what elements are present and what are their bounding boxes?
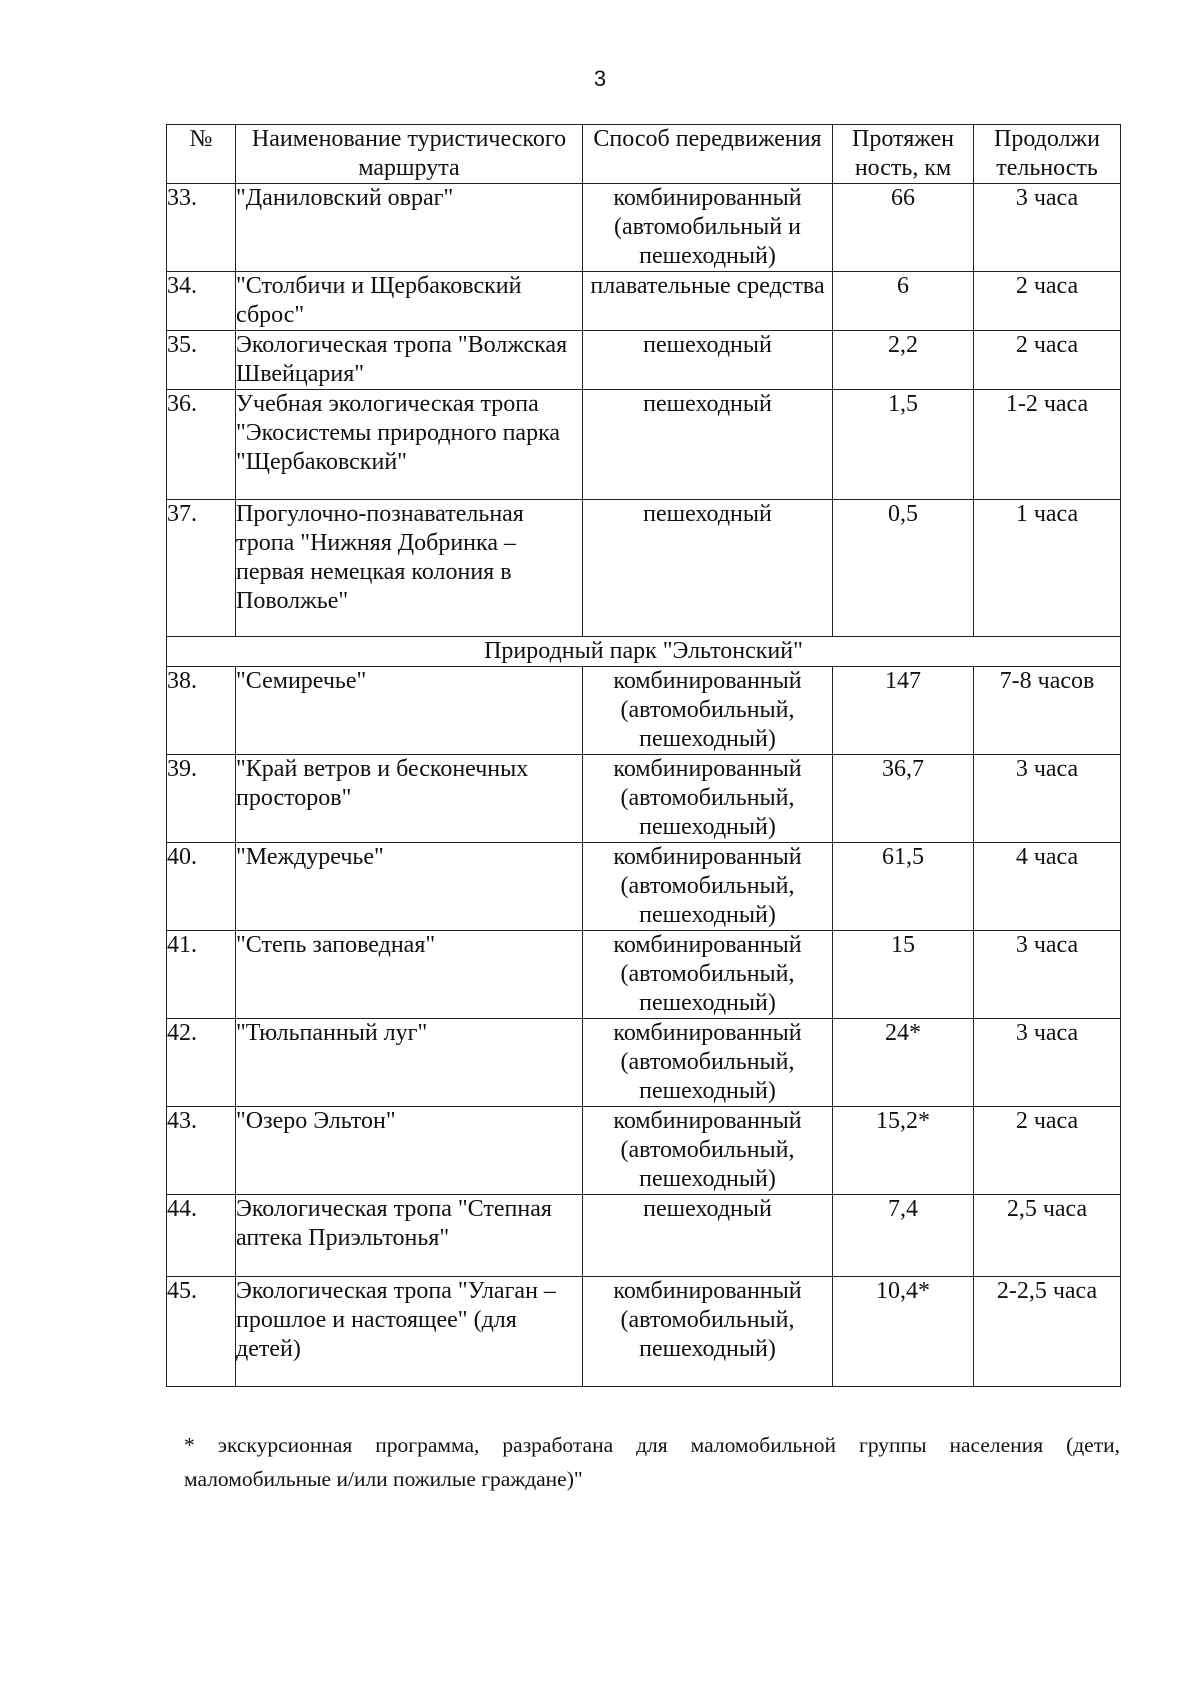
header-length: Протяжен ность, км <box>833 125 974 184</box>
route-length: 15,2* <box>833 1107 974 1195</box>
route-length: 24* <box>833 1019 974 1107</box>
route-duration: 3 часа <box>974 755 1121 843</box>
route-duration: 2 часа <box>974 272 1121 331</box>
route-name: Экологическая тропа "Степная аптека Приэльтонья" <box>236 1195 583 1277</box>
table-row <box>167 184 1121 272</box>
routes-table <box>166 124 1121 1387</box>
table-row <box>167 390 1121 500</box>
route-name: "Озеро Эльтон" <box>236 1107 583 1195</box>
route-name: Учебная экологическая тропа "Экосистемы природного парка "Щербаковский" <box>236 390 583 500</box>
route-length: 36,7 <box>833 755 974 843</box>
section-row <box>167 637 1121 667</box>
table-row <box>167 667 1121 755</box>
table-row <box>167 931 1121 1019</box>
header-duration: Продолжи тельность <box>974 125 1121 184</box>
table-row <box>167 331 1121 390</box>
transport-mode: комбинированный (автомобильный и пешеходный) <box>583 184 833 272</box>
row-number: 36. <box>167 390 236 500</box>
route-duration: 3 часа <box>974 1019 1121 1107</box>
route-name: Экологическая тропа "Волжская Швейцария" <box>236 331 583 390</box>
route-name: "Степь заповедная" <box>236 931 583 1019</box>
route-name: "Даниловский овраг" <box>236 184 583 272</box>
transport-mode: комбинированный (автомобильный, пешеходный) <box>583 1107 833 1195</box>
route-name: Прогулочно-познавательная тропа "Нижняя Добринка – первая немецкая колония в Поволжье" <box>236 500 583 637</box>
transport-mode: пешеходный <box>583 331 833 390</box>
transport-mode: плавательные средства <box>583 272 833 331</box>
header-route-name: Наименование туристического маршрута <box>236 125 583 184</box>
table-row <box>167 500 1121 637</box>
row-number: 37. <box>167 500 236 637</box>
route-length: 2,2 <box>833 331 974 390</box>
route-duration: 2 часа <box>974 331 1121 390</box>
route-name: "Столбичи и Щербаковский сброс" <box>236 272 583 331</box>
route-name: "Край ветров и бесконечных просторов" <box>236 755 583 843</box>
route-duration: 1-2 часа <box>974 390 1121 500</box>
header-transport-mode: Способ передвижения <box>583 125 833 184</box>
route-length: 15 <box>833 931 974 1019</box>
transport-mode: пешеходный <box>583 390 833 500</box>
transport-mode: комбинированный (автомобильный, пешеходный) <box>583 843 833 931</box>
header-number: № <box>167 125 236 184</box>
table-row <box>167 755 1121 843</box>
route-duration: 2 часа <box>974 1107 1121 1195</box>
route-length: 7,4 <box>833 1195 974 1277</box>
route-length: 61,5 <box>833 843 974 931</box>
row-number: 40. <box>167 843 236 931</box>
table-row <box>167 1277 1121 1387</box>
route-length: 6 <box>833 272 974 331</box>
row-number: 42. <box>167 1019 236 1107</box>
table-row <box>167 272 1121 331</box>
route-length: 66 <box>833 184 974 272</box>
route-duration: 1 часа <box>974 500 1121 637</box>
table-row <box>167 1019 1121 1107</box>
route-duration: 2-2,5 часа <box>974 1277 1121 1387</box>
rows-group-a <box>167 184 1121 637</box>
transport-mode: комбинированный (автомобильный, пешеходный) <box>583 931 833 1019</box>
section-title: Природный парк "Эльтонский" <box>167 637 1121 667</box>
route-length: 10,4* <box>833 1277 974 1387</box>
route-name: "Семиречье" <box>236 667 583 755</box>
row-number: 35. <box>167 331 236 390</box>
row-number: 41. <box>167 931 236 1019</box>
page-number: 3 <box>593 66 607 91</box>
footnote: * экскурсионная программа, разработана для маломобильной группы населения (дети, маломобильные и/или пожилые граждане)" <box>184 1433 1120 1491</box>
table-row <box>167 1195 1121 1277</box>
route-duration: 3 часа <box>974 931 1121 1019</box>
route-duration: 4 часа <box>974 843 1121 931</box>
row-number: 39. <box>167 755 236 843</box>
route-length: 1,5 <box>833 390 974 500</box>
route-name: "Междуречье" <box>236 843 583 931</box>
route-duration: 7-8 часов <box>974 667 1121 755</box>
row-number: 34. <box>167 272 236 331</box>
row-number: 33. <box>167 184 236 272</box>
transport-mode: комбинированный (автомобильный, пешеходный) <box>583 755 833 843</box>
row-number: 38. <box>167 667 236 755</box>
row-number: 45. <box>167 1277 236 1387</box>
transport-mode: комбинированный (автомобильный, пешеходный) <box>583 1277 833 1387</box>
row-number: 44. <box>167 1195 236 1277</box>
section-group <box>167 637 1121 667</box>
route-length: 0,5 <box>833 500 974 637</box>
transport-mode: комбинированный (автомобильный, пешеходный) <box>583 667 833 755</box>
table-row <box>167 1107 1121 1195</box>
table-row <box>167 843 1121 931</box>
transport-mode: пешеходный <box>583 500 833 637</box>
route-duration: 3 часа <box>974 184 1121 272</box>
route-length: 147 <box>833 667 974 755</box>
transport-mode: комбинированный (автомобильный, пешеходный) <box>583 1019 833 1107</box>
route-name: "Тюльпанный луг" <box>236 1019 583 1107</box>
route-duration: 2,5 часа <box>974 1195 1121 1277</box>
table-header-row <box>167 125 1121 184</box>
row-number: 43. <box>167 1107 236 1195</box>
transport-mode: пешеходный <box>583 1195 833 1277</box>
route-name: Экологическая тропа "Улаган – прошлое и настоящее" (для детей) <box>236 1277 583 1387</box>
rows-group-b <box>167 667 1121 1387</box>
